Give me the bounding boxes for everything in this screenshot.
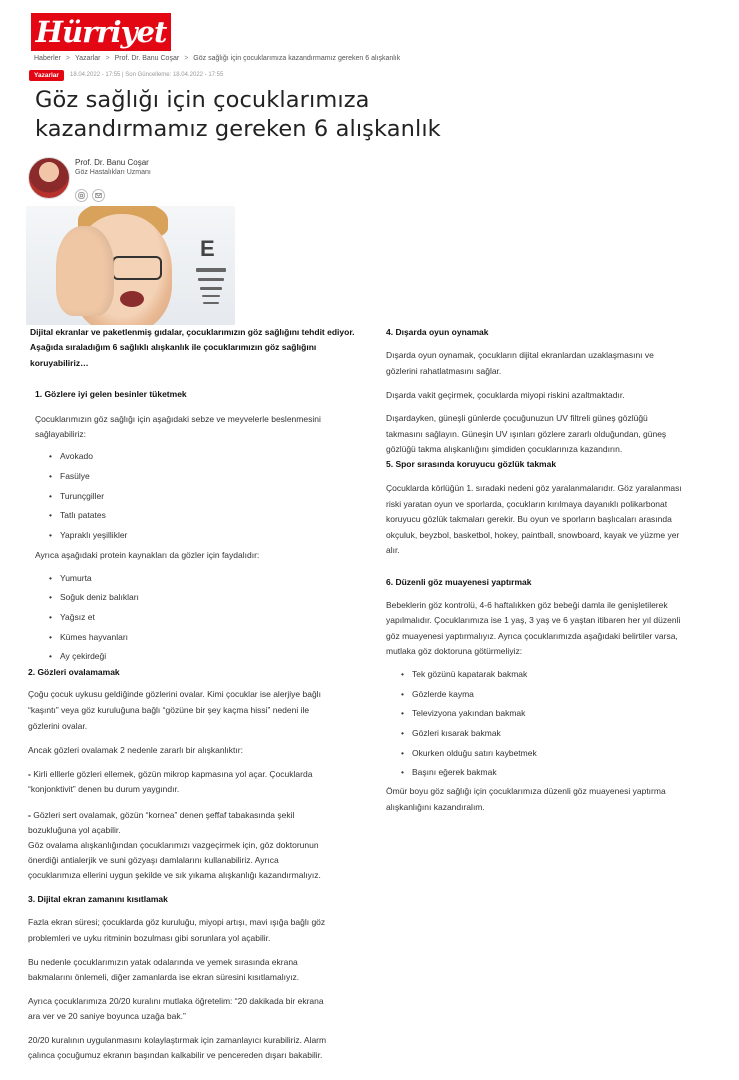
list-item: • Gözlerde kayma [412, 689, 474, 699]
list-item: • Okurken olduğu satırı kaybetmek [412, 748, 537, 758]
section-2-text: Göz ovalama alışkanlığından çocuklarımızı vazgeçirmek için, göz doktorunun [28, 840, 319, 850]
eye-chart-row [202, 295, 220, 297]
section-4-text: Dışardayken, güneşli günlerde çocuğunuzun UV filtreli güneş gözlüğü [386, 413, 648, 423]
child-hand [56, 226, 114, 316]
publish-dates: 18.04.2022 - 17:55 | Son Güncelleme: 18.04.2022 - 17:55 [70, 72, 224, 78]
child-mouth [120, 291, 144, 307]
section-3-text: Ayrıca çocuklarımıza 20/20 kuralını mutlaka öğretelim: “20 dakikada bir ekrana [28, 996, 324, 1006]
list-item: • Yağsız et [60, 612, 95, 622]
section-2-text: Çoğu çocuk uykusu geldiğinde gözlerini ovalar. Kimi çocuklar ise alerjiye bağlı [28, 689, 321, 699]
eye-chart-row [200, 287, 222, 290]
section-5-text: alır. [386, 545, 400, 555]
intro-line: Dijital ekranlar ve paketlenmiş gıdalar, çocuklarımızın göz sağlığını tehdit ediyor. [30, 327, 355, 337]
list-item: • Gözleri kısarak bakmak [412, 728, 501, 738]
intro-line: Aşağıda sıraladığım 6 sağlıklı alışkanlık ile çocuklarımızın göz sağlığını [30, 342, 317, 352]
section-6-text: alışkanlığını kazandıralım. [386, 802, 485, 812]
breadcrumb [34, 55, 400, 62]
article-title: Göz sağlığı için çocuklarımıza kazandırmamız gereken 6 alışkanlık [35, 87, 441, 142]
section-6-text: yapılmalıdır. Çocuklarımıza ise 1 yaş, 3 yaş ve 6 yaştan itibaren her yıl düzenli [386, 615, 681, 625]
section-2-text: çocuklarımıza ellerini uygun şekilde ve sık yıkama alışkanlığı kazandırmalıyız. [28, 870, 321, 880]
list-item: • Kümes hayvanları [60, 632, 128, 642]
list-item: • Televizyona yakından bakmak [412, 708, 525, 718]
section-3-heading: 3. Dijital ekran zamanını kısıtlamak [28, 894, 168, 904]
child-glasses [112, 256, 162, 280]
section-4-text: gözlüğü takma alışkanlığını şimdiden çocuklarınıza kazandırın. [386, 444, 623, 454]
hurriyet-logo[interactable] [31, 13, 171, 51]
section-1-text: Çocuklarımızın göz sağlığı için aşağıdaki sebze ve meyvelerle beslenmesini [35, 414, 321, 424]
section-3-text: 20/20 kuralının uygulanmasını kolaylaştırmak için zamanlayıcı kurabiliriz. Alarm [28, 1035, 327, 1045]
list-item: • Fasülye [60, 471, 90, 481]
eye-chart-letter: E [200, 236, 215, 261]
breadcrumb-item-yazarlar[interactable]: Yazarlar [74, 55, 101, 62]
list-item: • Yumurta [60, 573, 92, 583]
list-item: • Ay çekirdeği [60, 651, 106, 661]
breadcrumb-separator: > [184, 55, 189, 62]
intro-line: koruyabiliriz… [30, 358, 89, 368]
eye-chart-row [196, 268, 226, 272]
section-6-text: mutlaka göz doktoruna götürmeliyiz: [386, 646, 523, 656]
section-5-text: Çocuklarda körlüğün 1. sıradaki nedeni göz yaralanmalarıdır. Göz yaralanması [386, 483, 682, 493]
section-6-text: göz muayenesi yaptırmalıyız. Ayrıca çocuklarımızda aşağıdaki belirtiler varsa, [386, 631, 678, 641]
instagram-icon[interactable] [75, 189, 88, 202]
section-3-text: ara ver ve 20 saniye boyunca uzağa bak.” [28, 1011, 186, 1021]
section-3-text: Bu nedenle çocuklarımızın yatak odalarında ve yemek sırasında ekrana [28, 957, 298, 967]
section-2-text: Ancak gözleri ovalamak 2 nedenle zararlı bir alışkanlıktır: [28, 745, 243, 755]
list-item: • Soğuk deniz balıkları [60, 592, 139, 602]
section-1-text: Ayrıca aşağıdaki protein kaynakları da gözler için faydalıdır: [35, 550, 260, 560]
section-2-bullet: - Kirli elllerle gözleri ellemek, gözün mikrop kapmasına yol açar. Çocuklarda [28, 769, 313, 779]
section-4-text: Dışarda vakit geçirmek, çocuklarda miyopi riskini azaltmaktadır. [386, 390, 625, 400]
section-3-text: Fazla ekran süresi; çocuklarda göz kuruluğu, miyopi artışı, mavi ışığa bağlı göz [28, 917, 326, 927]
section-5-text: koruyucu gözlük takmaları gerekir. Bu oyun ve sporların başlıcaları arasında [386, 514, 672, 524]
section-3-text: bakmalarını önlemeli, diğer zamanlarda ise ekran süresini kısıtlamalıyız. [28, 972, 300, 982]
section-2-bullet: - Gözleri sert ovalamak, gözün “kornea” denen şeffaf tabakasında şekil [28, 810, 295, 820]
section-1-heading: 1. Gözlere iyi gelen besinler tüketmek [35, 389, 187, 399]
list-item: • Yapraklı yeşillikler [60, 530, 127, 540]
section-5-heading: 5. Spor sırasında koruyucu gözlük takmak [386, 459, 557, 469]
author-name[interactable]: Prof. Dr. Banu Coşar [75, 158, 149, 167]
section-5-text: riski yaratan oyun ve sporlarda, çocukların kırılmaya dayanıklı polikarbonat [386, 499, 668, 509]
author-title: Göz Hastalıkları Uzmanı [75, 169, 151, 176]
breadcrumb-separator: > [105, 55, 110, 62]
section-2-text: gözlerini ovalar. [28, 721, 88, 731]
section-3-text: problemleri ve uyku ritminin bozulması gibi sorunlara yol açabilir. [28, 933, 271, 943]
section-6-text: Ömür boyu göz sağlığı için çocuklarımıza düzenli göz muayenesi yaptırma [386, 786, 666, 796]
list-item: • Turunçgiller [60, 491, 104, 501]
hero-image [26, 206, 235, 325]
section-5-text: okçuluk, beyzbol, basketbol, hokey, paintball, snowboard, kayak ve yüzme yer [386, 530, 680, 540]
section-4-text: gözlerini rahatlatmasını sağlar. [386, 366, 502, 376]
breadcrumb-item-current: Göz sağlığı için çocuklarımıza kazandırmamız gereken 6 alışkanlık [193, 55, 401, 62]
breadcrumb-separator: > [65, 55, 70, 62]
section-2-text: önerdiği antialerjik ve suni gözyaşı damlalarını kullanabiliriz. Ayrıca [28, 855, 279, 865]
section-1-text: sağlayabiliriz: [35, 429, 87, 439]
section-4-heading: 4. Dışarda oyun oynamak [386, 327, 489, 337]
section-2-text: “konjonktivit” denen bu durum yaygındır. [28, 784, 180, 794]
category-tag[interactable]: Yazarlar [29, 70, 64, 81]
breadcrumb-item-haberler[interactable]: Haberler [34, 55, 61, 62]
logo-text: Hürriyet [35, 15, 167, 49]
list-item: • Başını eğerek bakmak [412, 767, 497, 777]
breadcrumb-item-author[interactable]: Prof. Dr. Banu Coşar [114, 55, 180, 62]
section-6-text: Bebeklerin göz kontrolü, 4-6 haftalıkken göz bebeği damla ile genişletilerek [386, 600, 668, 610]
mail-icon[interactable] [92, 189, 105, 202]
section-4-text: takmasını sağlayın. Güneşin UV ışınları gözlere zararlı olduğundan, güneş [386, 429, 667, 439]
list-item: • Avokado [60, 451, 93, 461]
section-4-text: Dışarda oyun oynamak, çocukların dijital ekranlardan uzaklaşmasını ve [386, 350, 654, 360]
section-3-text: çalınca çocuğumuz ekranın başından kalkabilir ve pencereden dışarı bakabilir. [28, 1050, 323, 1060]
section-2-text: “kaşıntı” veya göz kuruluğuna bağlı “gözüne bir şey kaçma hissi” nedeni ile [28, 705, 310, 715]
section-6-heading: 6. Düzenli göz muayenesi yaptırmak [386, 577, 532, 587]
list-item: • Tatlı patates [60, 510, 106, 520]
section-2-heading: 2. Gözleri ovalamamak [28, 667, 120, 677]
section-2-text: bozukluğuna yol açabilir. [28, 825, 121, 835]
eye-chart-row [198, 278, 224, 281]
author-avatar[interactable] [28, 157, 70, 199]
eye-chart-row [203, 302, 219, 304]
list-item: • Tek gözünü kapatarak bakmak [412, 669, 527, 679]
